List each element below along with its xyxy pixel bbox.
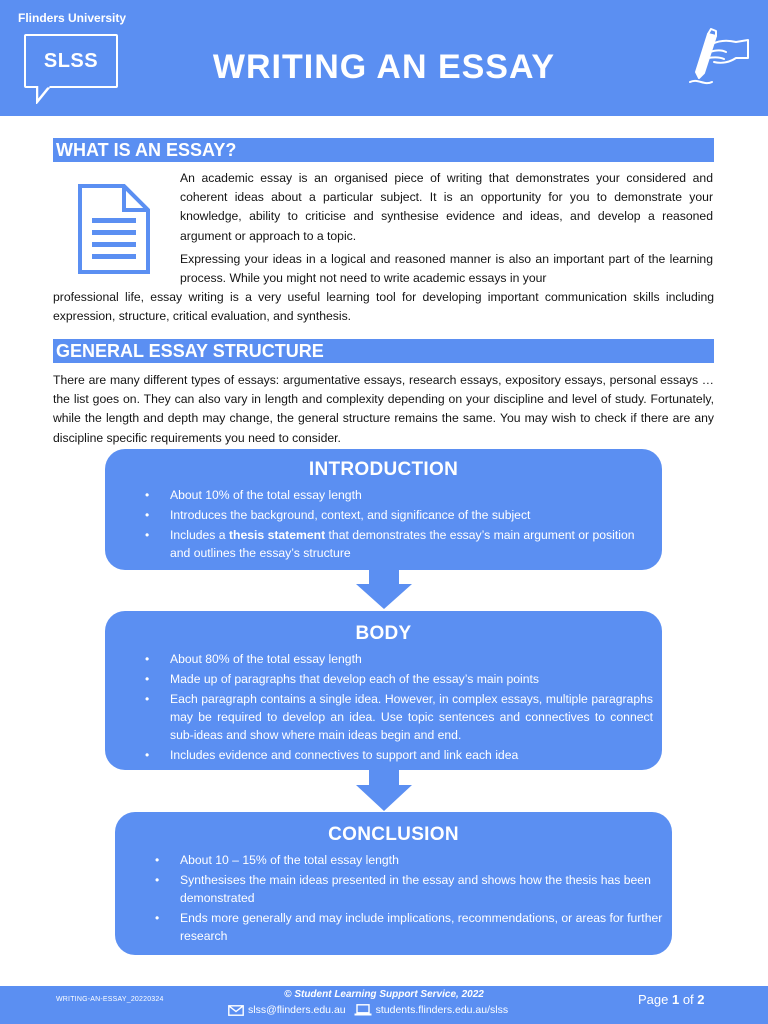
- page-header: [0, 0, 768, 116]
- paragraph-essay-types: There are many different types of essays: argumentative essays, research essays, expository essays, personal essays … the list goes on. They can also vary in length and complexity depending on your discipline and level of study. Fortunately, while the length and depth may change, the general structure remains the same. You may wish to check if there are any discipline specific requirements you need to consider.: [53, 373, 714, 445]
- thesis-statement-term: thesis statement: [228, 528, 326, 542]
- body-list: [143, 650, 653, 764]
- website-link[interactable]: students.flinders.edu.au/slss: [375, 1004, 509, 1016]
- page-footer: [0, 986, 768, 1024]
- body-box: [105, 611, 662, 770]
- slss-badge-text: SLSS: [43, 50, 99, 72]
- conclusion-title: CONCLUSION: [328, 824, 459, 845]
- section-heading-general-essay-structure: GENERAL ESSAY STRUCTURE: [53, 339, 714, 363]
- list-item: • Synthesises the main ideas presented in the essay and shows how the thesis has been demonstrated: [153, 871, 663, 907]
- introduction-list: [143, 486, 653, 562]
- page-title: WRITING AN ESSAY: [212, 48, 556, 86]
- paragraph-expressing-ideas-continued: professional life, essay writing is a very useful learning tool for developing important communication skills including expression, structure, critical evaluation, and synthesis.: [53, 290, 714, 324]
- body-title: BODY: [355, 623, 412, 644]
- paragraph-expressing-ideas: Expressing your ideas in a logical and reasoned manner is also an important part of the learning process. While you might not need to write academic essays in your: [180, 252, 713, 286]
- list-item: • Includes evidence and connectives to support and link each idea: [143, 746, 653, 764]
- laptop-icon: [354, 1004, 372, 1016]
- document-icon: [78, 184, 150, 274]
- conclusion-box: [115, 812, 672, 955]
- introduction-title: INTRODUCTION: [308, 459, 459, 480]
- list-item: • Made up of paragraphs that develop each of the essay’s main points: [143, 670, 653, 688]
- list-item: • Includes a thesis statement that demonstrates the essay’s main argument or position and outlines the essay’s structure: [143, 526, 653, 562]
- list-item: • About 10 – 15% of the total essay length: [153, 851, 663, 869]
- university-name: Flinders University: [18, 11, 127, 25]
- email-link[interactable]: slss@flinders.edu.au: [248, 1004, 346, 1016]
- speech-bubble-icon: [36, 86, 56, 104]
- list-item: • Ends more generally and may include implications, recommendations, or areas for further research: [153, 909, 663, 945]
- list-item: • About 10% of the total essay length: [143, 486, 653, 504]
- down-arrow-icon: [355, 570, 413, 610]
- document-code: WRITING-AN-ESSAY_20220324: [56, 996, 164, 1003]
- introduction-box: [105, 449, 662, 570]
- section-heading-what-is-an-essay: WHAT IS AN ESSAY?: [53, 138, 714, 162]
- list-item: • Each paragraph contains a single idea. However, in complex essays, multiple paragraphs may be required to develop an idea. Use topic sentences and connectives to connect sub-ideas and show where main ideas begin and end.: [143, 690, 653, 744]
- down-arrow-icon: [355, 770, 413, 812]
- conclusion-list: [153, 851, 663, 945]
- contact-info: [228, 1004, 508, 1016]
- email-icon: [228, 1005, 244, 1016]
- list-item: • Introduces the background, context, and significance of the subject: [143, 506, 653, 524]
- list-item: • About 80% of the total essay length: [143, 650, 653, 668]
- paragraph-essay-definition: An academic essay is an organised piece of writing that demonstrates your considered and coherent ideas about a particular subject. It is an opportunity for you to demonstrate your knowledge, ability to criticise and synthesise evidence and ideas, and develop a reasoned argument or approach to a topic.: [180, 171, 713, 243]
- pen-hand-icon: [682, 28, 754, 90]
- copyright-notice: © Student Learning Support Service, 2022: [284, 989, 484, 1000]
- page-number: Page 1 of 2: [638, 992, 705, 1007]
